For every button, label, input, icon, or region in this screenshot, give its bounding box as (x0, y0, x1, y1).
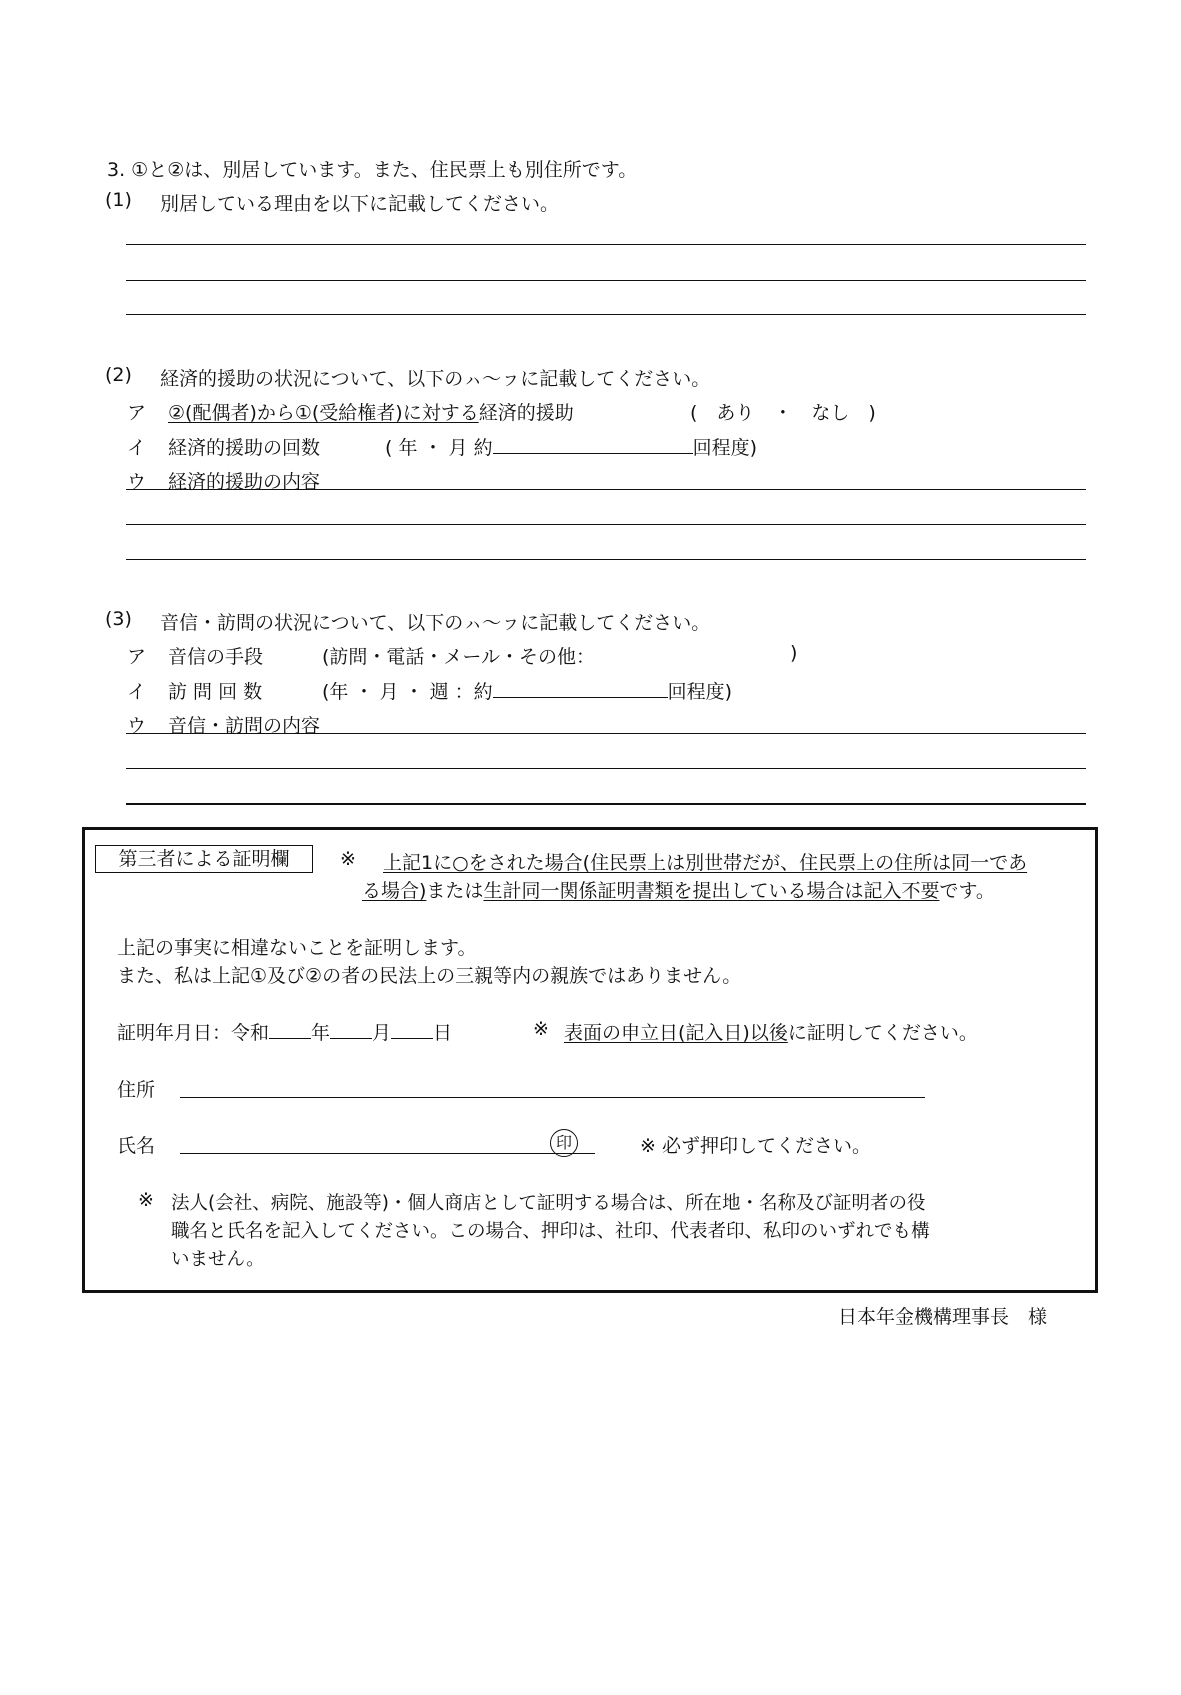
q3-u-answer-line-1[interactable] (126, 733, 1086, 734)
corp-note-line2: 職名と氏名を記入してください。この場合、押印は、社印、代表者印、私印のいずれでも構 (171, 1221, 930, 1242)
q2-u-answer-line-3[interactable] (126, 559, 1086, 560)
q2-i-count-field[interactable] (493, 435, 693, 454)
q3-label: (3) (105, 608, 132, 630)
circled-i-icon: イ (127, 437, 147, 459)
q3-i-options: (年 ・ 月 ・ 週 ：約 (322, 681, 493, 703)
q2-u-text: 経済的援助の内容 (168, 471, 321, 493)
q3-i-text: 訪 問 回 数 (168, 681, 263, 703)
q1-answer-line-1[interactable] (126, 244, 1086, 245)
name-field[interactable] (180, 1153, 595, 1154)
note-line1: 上記1に○をされた場合(住民票上は別世帯だが、住民票上の住所は同一であ (383, 852, 1028, 874)
date-note-underlined: 表面の申立日(記入日)以後 (564, 1022, 788, 1044)
q1-answer-line-3[interactable] (126, 314, 1086, 315)
corp-note-line3: いません。 (171, 1249, 265, 1270)
third-party-box-label: 第三者による証明欄 (95, 845, 313, 873)
q2-u-answer-line-1[interactable] (126, 489, 1086, 490)
circled-a-icon: ア (127, 646, 147, 668)
cert-line1: 上記の事実に相違ないことを証明します。 (117, 937, 477, 959)
q1-answer-line-2[interactable] (126, 280, 1086, 281)
q2-a-text1: ②(配偶者)から①(受給権者)に対する (168, 402, 479, 424)
q2-a-text2: 経済的援助 (478, 402, 574, 424)
date-day-unit: 日 (433, 1022, 453, 1044)
name-label: 氏名 (117, 1135, 156, 1157)
q2-a-options[interactable]: ( あり ・ なし ) (690, 402, 876, 424)
name-note: ※ 必ず押印してください。 (640, 1135, 871, 1157)
q3-a-text: 音信の手段 (168, 646, 264, 668)
seal-stamp-icon: 印 (550, 1129, 578, 1157)
q3-i-suffix: 回程度) (667, 681, 733, 703)
note-line2b: または (426, 880, 484, 902)
addressee: 日本年金機構理事長 様 (838, 1306, 1048, 1328)
circled-a-icon: ア (127, 402, 147, 424)
q2-u-answer-line-2[interactable] (126, 524, 1086, 525)
q3-text: 音信・訪問の状況について、以下のㇵ～ㇷに記載してください。 (160, 612, 711, 634)
q1-label: (1) (105, 189, 132, 211)
q3-u-answer-line-2[interactable] (126, 768, 1086, 769)
date-year-field[interactable] (269, 1020, 311, 1039)
q3-a-options[interactable]: (訪問・電話・メール・その他： (322, 646, 596, 668)
address-label: 住所 (117, 1079, 156, 1101)
note-line2a: る場合) (362, 880, 427, 902)
q3-u-text: 音信・訪問の内容 (168, 715, 321, 737)
q3-i-count-field[interactable] (493, 679, 668, 698)
q2-i-text: 経済的援助の回数 (168, 437, 321, 459)
note-line2c: 生計同一関係証明書類を提出している場合は記入不要 (483, 880, 940, 902)
section3-heading: 3. ①と②は、別居しています。また、住民票上も別住所です。 (107, 159, 638, 181)
address-field[interactable] (180, 1097, 925, 1098)
q2-text: 経済的援助の状況について、以下のㇵ～ㇷに記載してください。 (160, 368, 711, 390)
circled-u-icon: ウ (127, 471, 147, 493)
q3-u-answer-line-3[interactable] (126, 803, 1086, 805)
q1-text: 別居している理由を以下に記載してください。 (160, 193, 560, 215)
note-line2d: です。 (939, 880, 995, 902)
q3-a-close: ) (790, 642, 798, 664)
date-month-field[interactable] (330, 1020, 372, 1039)
corp-note-line1: 法人(会社、病院、施設等)・個人商店として証明する場合は、所在地・名称及び証明者の役 (171, 1193, 926, 1214)
q2-label: (2) (105, 364, 132, 386)
circled-i-icon: イ (127, 681, 147, 703)
date-day-field[interactable] (391, 1020, 433, 1039)
date-month-unit: 月 (372, 1022, 392, 1044)
cert-line2: また、私は上記①及び②の者の民法上の三親等内の親族ではありません。 (117, 965, 742, 987)
q2-i-options: ( 年 ・ 月 約 (385, 437, 493, 459)
note-mark: ※ (340, 848, 356, 870)
circled-u-icon: ウ (127, 715, 147, 737)
date-note-rest: に証明してください。 (787, 1022, 978, 1044)
date-label: 証明年月日：令和 (117, 1022, 270, 1044)
corp-note-mark: ※ (138, 1189, 154, 1211)
date-note-mark: ※ (533, 1018, 549, 1040)
q2-i-suffix: 回程度) (692, 437, 757, 459)
date-year-unit: 年 (311, 1022, 331, 1044)
